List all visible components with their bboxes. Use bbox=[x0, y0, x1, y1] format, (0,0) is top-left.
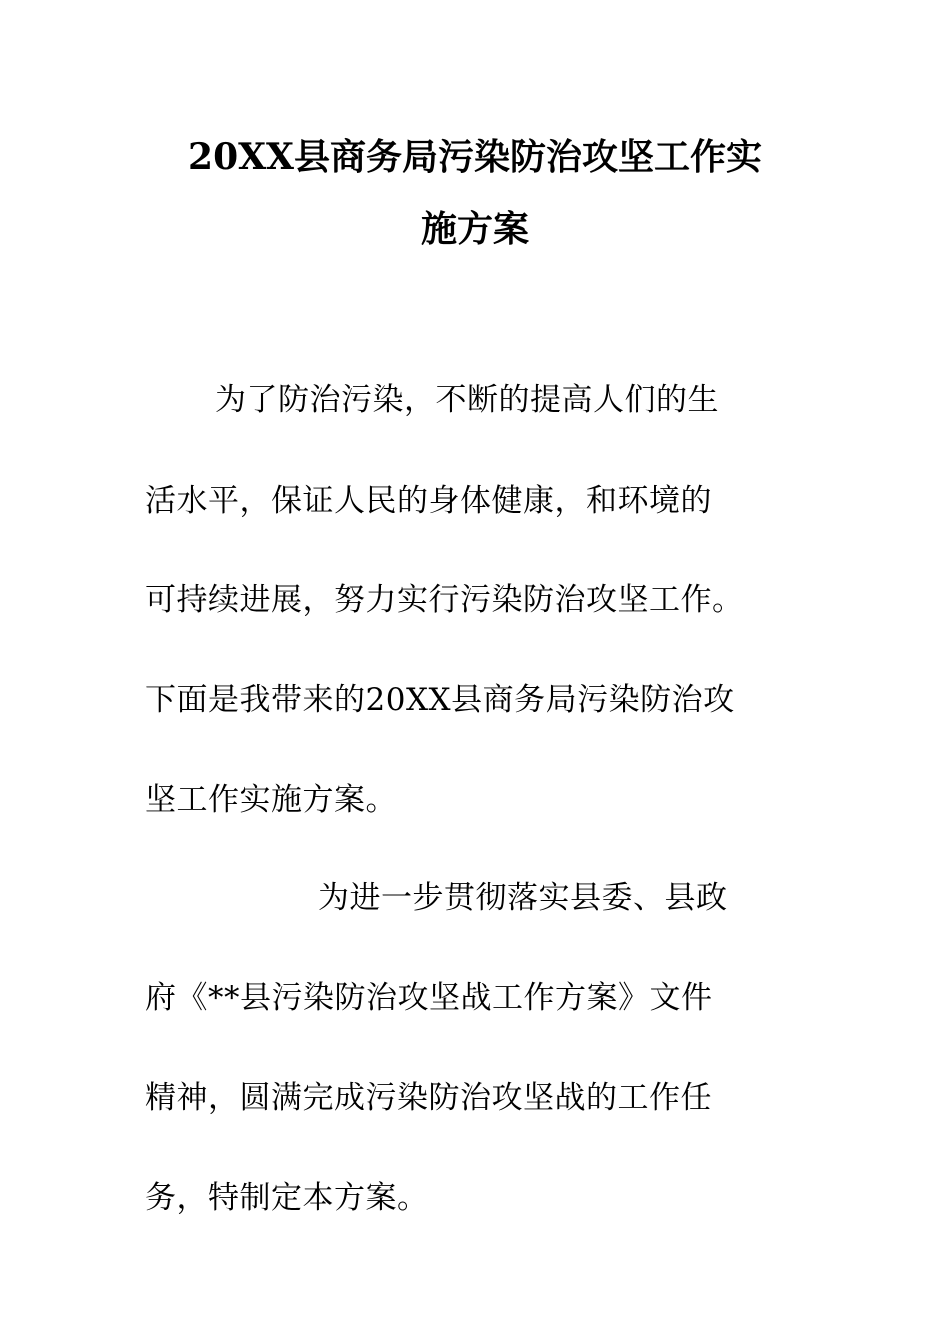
paragraph-1-line-2: 活水平，保证人民的身体健康，和环境的 bbox=[145, 483, 712, 519]
paragraph-1-line-1: 为了防治污染，不断的提高人们的生 bbox=[215, 382, 719, 418]
paragraph-2-line-2: 府《**县污染防治攻坚战工作方案》文件 bbox=[145, 980, 713, 1016]
paragraph-1-line-4: 下面是我带来的20XX县商务局污染防治攻 bbox=[145, 682, 735, 718]
document-title-line-2: 施方案 bbox=[420, 208, 529, 250]
paragraph-1-line-3: 可持续进展，努力实行污染防治攻坚工作。 bbox=[145, 582, 744, 618]
paragraph-2-line-4: 务，特制定本方案。 bbox=[145, 1180, 429, 1216]
paragraph-1-line-5: 坚工作实施方案。 bbox=[145, 782, 397, 818]
paragraph-2-line-1: 为进一步贯彻落实县委、县政 bbox=[318, 880, 728, 916]
document-title-line-1: 20XX县商务局污染防治攻坚工作实 bbox=[188, 136, 762, 178]
paragraph-2-line-3: 精神，圆满完成污染防治攻坚战的工作任 bbox=[145, 1080, 712, 1116]
